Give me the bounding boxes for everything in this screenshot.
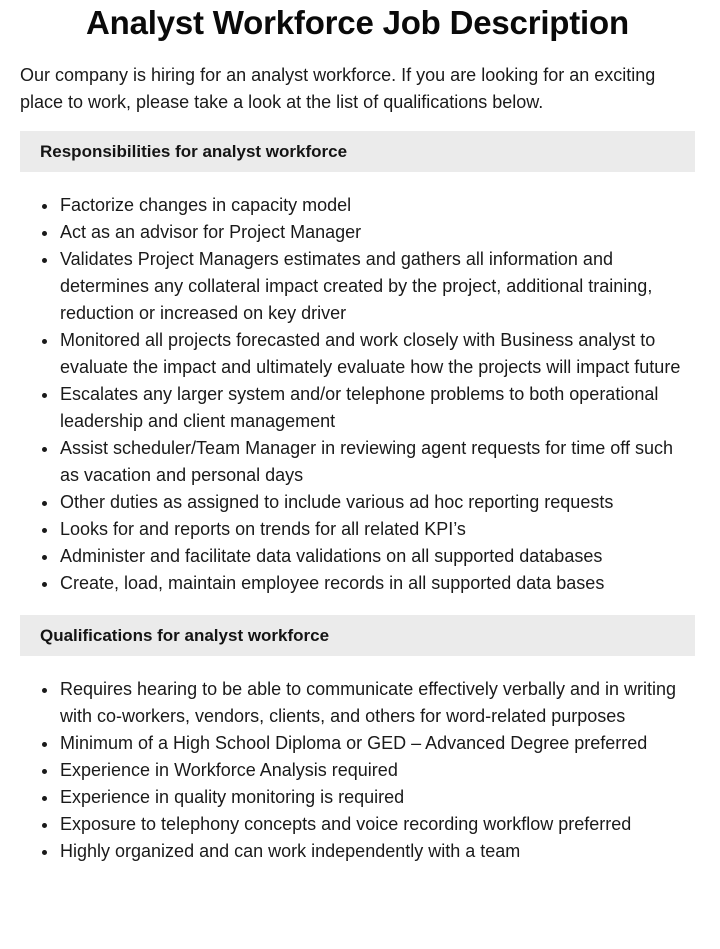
page-title: Analyst Workforce Job Description xyxy=(86,4,629,41)
list-item: Act as an advisor for Project Manager xyxy=(60,219,695,246)
list-item: Minimum of a High School Diploma or GED – Advanced Degree preferred xyxy=(60,730,695,757)
list-item: Looks for and reports on trends for all related KPI’s xyxy=(60,516,695,543)
list-item: Validates Project Managers estimates and gathers all information and determines any collateral impact created by the project, additional training, reduction or increased on key driver xyxy=(60,246,695,327)
list-item: Requires hearing to be able to communicate effectively verbally and in writing with co-workers, vendors, clients, and others for word-related purposes xyxy=(60,676,695,730)
responsibilities-section xyxy=(20,131,695,597)
list-item: Highly organized and can work independently with a team xyxy=(60,838,695,865)
qualifications-header: Qualifications for analyst workforce xyxy=(20,615,695,656)
list-item: Experience in quality monitoring is required xyxy=(60,784,695,811)
list-item: Other duties as assigned to include various ad hoc reporting requests xyxy=(60,489,695,516)
intro-paragraph: Our company is hiring for an analyst workforce. If you are looking for an exciting place to work, please take a look at the list of qualifications below. xyxy=(20,65,656,112)
list-item: Factorize changes in capacity model xyxy=(60,192,695,219)
list-item: Create, load, maintain employee records in all supported data bases xyxy=(60,570,695,597)
responsibilities-list xyxy=(20,192,695,597)
qualifications-list xyxy=(20,676,695,865)
list-item: Assist scheduler/Team Manager in reviewing agent requests for time off such as vacation and personal days xyxy=(60,435,695,489)
list-item: Administer and facilitate data validations on all supported databases xyxy=(60,543,695,570)
list-item: Exposure to telephony concepts and voice recording workflow preferred xyxy=(60,811,695,838)
list-item: Experience in Workforce Analysis required xyxy=(60,757,695,784)
list-item: Escalates any larger system and/or telephone problems to both operational leadership and client management xyxy=(60,381,695,435)
responsibilities-header: Responsibilities for analyst workforce xyxy=(20,131,695,172)
list-item: Monitored all projects forecasted and work closely with Business analyst to evaluate the impact and ultimately evaluate how the projects will impact future xyxy=(60,327,695,381)
qualifications-section xyxy=(20,615,695,865)
